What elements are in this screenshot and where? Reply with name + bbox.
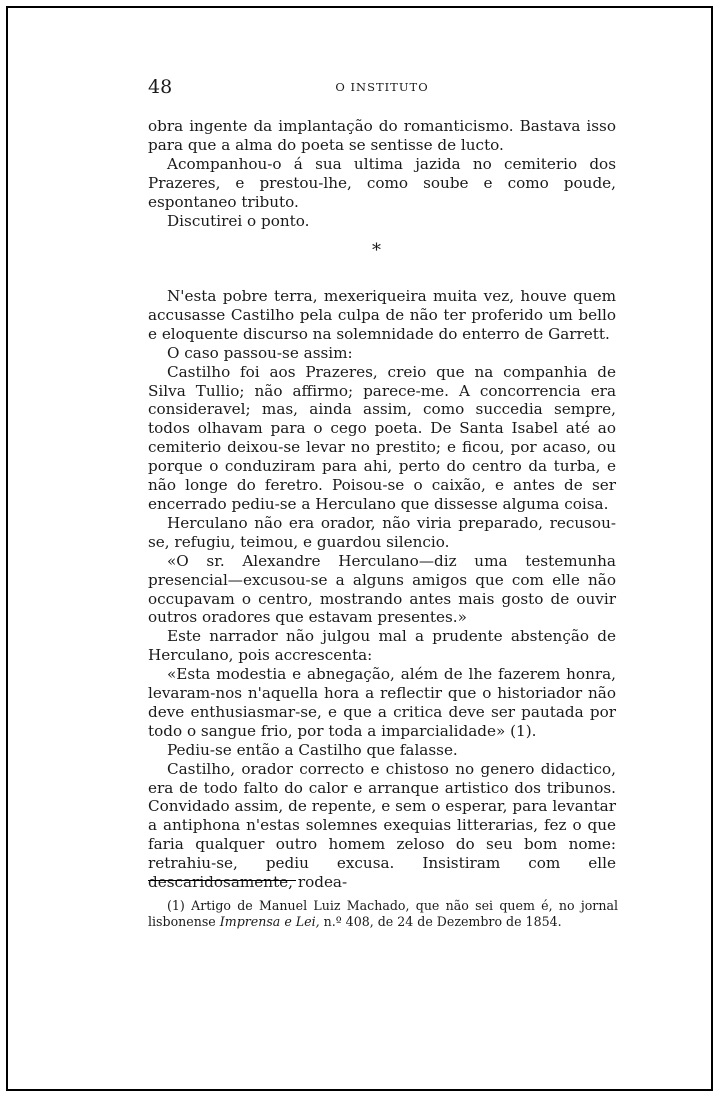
footnote bbox=[148, 898, 618, 929]
paragraph: Discutirei o ponto. bbox=[167, 211, 310, 230]
footnote-italic: Imprensa e Lei, bbox=[219, 913, 320, 929]
paragraph: «O sr. Alexandre Herculano—diz uma testemunha presencial—excusou-se a alguns amigos que com elle não occupavam o centro, mostrando antes mais gosto de ouvir outros oradores que estavam presentes.» bbox=[148, 551, 616, 627]
paragraph: obra ingente da implantação do romanticismo. Bastava isso para que a alma do poeta se sentisse de lucto. bbox=[148, 117, 616, 154]
paragraph: O caso passou-se assim: bbox=[167, 343, 353, 362]
paragraph: Este narrador não julgou mal a prudente abstenção de Herculano, pois accrescenta: bbox=[148, 627, 616, 665]
footnote-text bbox=[148, 898, 618, 929]
body-text-top bbox=[148, 117, 616, 230]
paragraph: N'esta pobre terra, mexeriqueira muita vez, houve quem accusasse Castilho pela culpa de não ter proferido um bello e eloquente discurso na solemnidade do enterro de Garrett. bbox=[148, 287, 616, 343]
paragraph: «Esta modestia e abnegação, além de lhe fazerem honra, levaram-nos n'aquella hora a reflectir que o historiador não deve enthusiasmar-se, e que a critica deve ser pautada por todo o sangue frio, por toda a imparcialidade» (1). bbox=[148, 665, 616, 740]
running-title: O INSTITUTO bbox=[335, 80, 429, 94]
paragraph: Acompanhou-o á sua ultima jazida no cemiterio dos Prazeres, e prestou-lhe, como soube e como poude, espontaneo tributo. bbox=[148, 154, 616, 211]
section-separator: * bbox=[372, 240, 381, 261]
body-text-main bbox=[148, 287, 616, 892]
footnote-rule bbox=[148, 880, 296, 881]
paragraph: Castilho, orador correcto e chistoso no genero didactico, era de todo falto do calor e arranque artistico dos tribunos. Convidado assim, de repente, e sem o esperar, para levantar a antiphona n'estas solemnes exequias litterarias, fez o que faria qualquer outro homem zeloso do seu bom nome: retrahiu-se, pediu excusa. Insistiram com elle descaridosamente, rodea- bbox=[148, 759, 616, 892]
footnote-text-after: n.º 408, de 24 de Dezembro de 1854. bbox=[323, 913, 562, 929]
paragraph: Herculano não era orador, não viria preparado, recusou-se, refugiu, teimou, e guardou silencio. bbox=[148, 513, 616, 551]
paragraph: Pediu-se então a Castilho que falasse. bbox=[167, 740, 458, 759]
page-number: 48 bbox=[148, 76, 173, 98]
footnote-text-before: Artigo de Manuel Luiz Machado, que não sei quem é, no jornal lisbonense bbox=[148, 898, 618, 929]
page-header bbox=[148, 76, 616, 100]
footnote-marker: (1) bbox=[167, 898, 185, 913]
paragraph: Castilho foi aos Prazeres, creio que na companhia de Silva Tullio; não affirmo; parece-me. A concorrencia era consideravel; mas, ainda assim, como succedia sempre, todos olhavam para o cego poeta. De Santa Isabel até ao cemiterio deixou-se levar no prestito; e ficou, por acaso, ou porque o conduziram para ahi, perto do centro da turba, e não longe do feretro. Poisou-se o caixão, e antes de ser encerrado pediu-se a Herculano que dissesse alguma coisa. bbox=[148, 362, 616, 513]
